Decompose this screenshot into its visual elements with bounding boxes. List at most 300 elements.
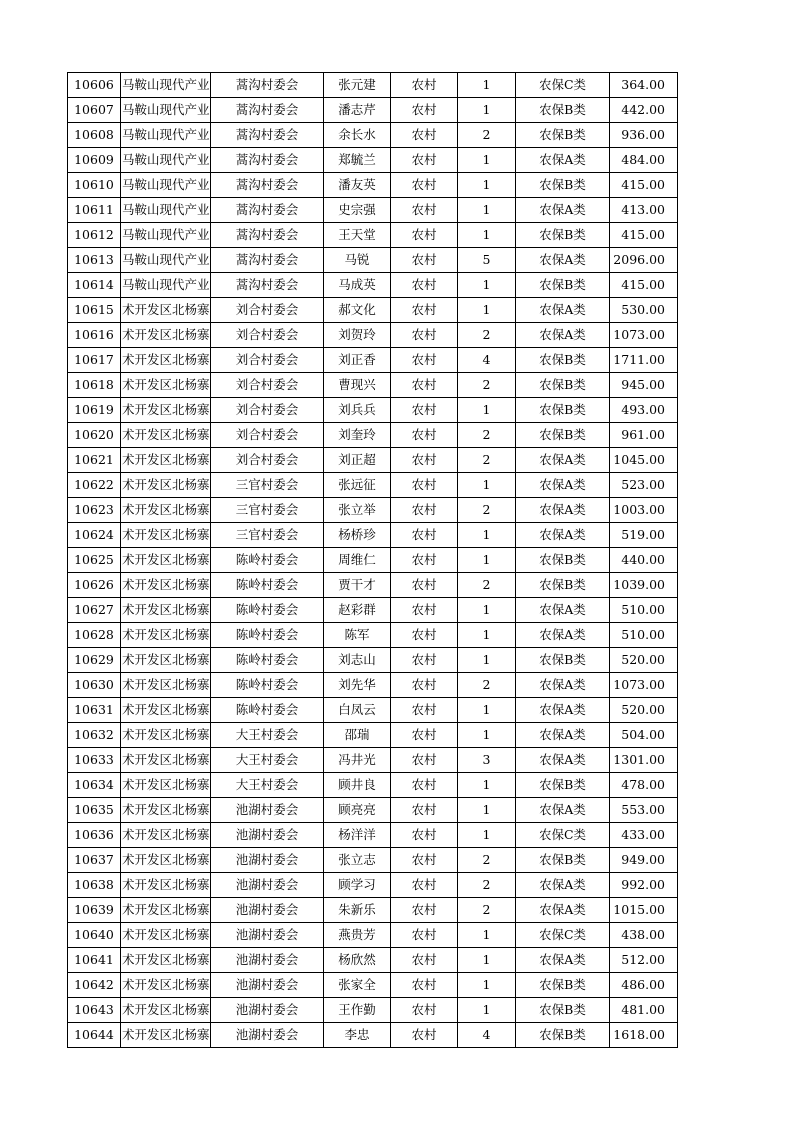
amount-cell: 553.00 bbox=[610, 798, 678, 823]
table-row bbox=[68, 898, 678, 923]
insurance-category-cell: 农保A类 bbox=[516, 523, 610, 548]
person-count-cell: 1 bbox=[458, 523, 516, 548]
table-row bbox=[68, 73, 678, 98]
person-count-cell: 2 bbox=[458, 448, 516, 473]
amount-cell: 936.00 bbox=[610, 123, 678, 148]
township-cell: 马鞍山现代产业 bbox=[121, 98, 211, 123]
amount-cell: 415.00 bbox=[610, 173, 678, 198]
table-row bbox=[68, 698, 678, 723]
person-count-cell: 1 bbox=[458, 98, 516, 123]
insurance-category-cell: 农保B类 bbox=[516, 398, 610, 423]
table-row bbox=[68, 623, 678, 648]
amount-cell: 481.00 bbox=[610, 998, 678, 1023]
village-committee-cell: 三官村委会 bbox=[211, 523, 324, 548]
record-id-cell: 10638 bbox=[68, 873, 121, 898]
record-id-cell: 10637 bbox=[68, 848, 121, 873]
township-cell: 术开发区北杨寨 bbox=[121, 823, 211, 848]
recipient-name-cell: 顾井良 bbox=[324, 773, 391, 798]
household-type-cell: 农村 bbox=[391, 573, 458, 598]
person-count-cell: 1 bbox=[458, 923, 516, 948]
record-id-cell: 10636 bbox=[68, 823, 121, 848]
person-count-cell: 1 bbox=[458, 723, 516, 748]
table-row bbox=[68, 148, 678, 173]
village-committee-cell: 刘合村委会 bbox=[211, 348, 324, 373]
household-type-cell: 农村 bbox=[391, 398, 458, 423]
table-row bbox=[68, 873, 678, 898]
record-id-cell: 10610 bbox=[68, 173, 121, 198]
person-count-cell: 1 bbox=[458, 698, 516, 723]
insurance-category-cell: 农保B类 bbox=[516, 123, 610, 148]
insurance-category-cell: 农保A类 bbox=[516, 898, 610, 923]
person-count-cell: 1 bbox=[458, 948, 516, 973]
amount-cell: 1045.00 bbox=[610, 448, 678, 473]
insurance-category-cell: 农保A类 bbox=[516, 948, 610, 973]
amount-cell: 433.00 bbox=[610, 823, 678, 848]
amount-cell: 413.00 bbox=[610, 198, 678, 223]
recipient-name-cell: 周维仁 bbox=[324, 548, 391, 573]
amount-cell: 1073.00 bbox=[610, 673, 678, 698]
amount-cell: 520.00 bbox=[610, 698, 678, 723]
table-row bbox=[68, 648, 678, 673]
amount-cell: 510.00 bbox=[610, 598, 678, 623]
recipient-name-cell: 郝文化 bbox=[324, 298, 391, 323]
insurance-category-cell: 农保B类 bbox=[516, 223, 610, 248]
township-cell: 马鞍山现代产业 bbox=[121, 273, 211, 298]
recipient-name-cell: 刘正香 bbox=[324, 348, 391, 373]
record-id-cell: 10642 bbox=[68, 973, 121, 998]
household-type-cell: 农村 bbox=[391, 248, 458, 273]
recipient-name-cell: 顾学习 bbox=[324, 873, 391, 898]
record-id-cell: 10625 bbox=[68, 548, 121, 573]
household-type-cell: 农村 bbox=[391, 998, 458, 1023]
township-cell: 术开发区北杨寨 bbox=[121, 773, 211, 798]
recipient-name-cell: 李忠 bbox=[324, 1023, 391, 1048]
table-row bbox=[68, 598, 678, 623]
table-row bbox=[68, 673, 678, 698]
recipient-name-cell: 杨欣然 bbox=[324, 948, 391, 973]
person-count-cell: 1 bbox=[458, 798, 516, 823]
township-cell: 术开发区北杨寨 bbox=[121, 873, 211, 898]
household-type-cell: 农村 bbox=[391, 748, 458, 773]
household-type-cell: 农村 bbox=[391, 773, 458, 798]
table-row bbox=[68, 123, 678, 148]
household-type-cell: 农村 bbox=[391, 523, 458, 548]
township-cell: 术开发区北杨寨 bbox=[121, 1023, 211, 1048]
amount-cell: 493.00 bbox=[610, 398, 678, 423]
record-id-cell: 10613 bbox=[68, 248, 121, 273]
person-count-cell: 1 bbox=[458, 973, 516, 998]
table-row bbox=[68, 173, 678, 198]
record-id-cell: 10621 bbox=[68, 448, 121, 473]
insurance-category-cell: 农保A类 bbox=[516, 623, 610, 648]
insurance-category-cell: 农保B类 bbox=[516, 998, 610, 1023]
insurance-category-cell: 农保B类 bbox=[516, 423, 610, 448]
village-committee-cell: 刘合村委会 bbox=[211, 448, 324, 473]
insurance-category-cell: 农保C类 bbox=[516, 923, 610, 948]
insurance-category-cell: 农保A类 bbox=[516, 723, 610, 748]
household-type-cell: 农村 bbox=[391, 973, 458, 998]
household-type-cell: 农村 bbox=[391, 1023, 458, 1048]
record-id-cell: 10643 bbox=[68, 998, 121, 1023]
person-count-cell: 2 bbox=[458, 498, 516, 523]
township-cell: 术开发区北杨寨 bbox=[121, 748, 211, 773]
person-count-cell: 1 bbox=[458, 173, 516, 198]
insurance-category-cell: 农保A类 bbox=[516, 498, 610, 523]
village-committee-cell: 刘合村委会 bbox=[211, 298, 324, 323]
record-id-cell: 10611 bbox=[68, 198, 121, 223]
household-type-cell: 农村 bbox=[391, 948, 458, 973]
village-committee-cell: 陈岭村委会 bbox=[211, 598, 324, 623]
insurance-category-cell: 农保A类 bbox=[516, 198, 610, 223]
township-cell: 术开发区北杨寨 bbox=[121, 723, 211, 748]
person-count-cell: 1 bbox=[458, 398, 516, 423]
amount-cell: 510.00 bbox=[610, 623, 678, 648]
recipient-name-cell: 陈军 bbox=[324, 623, 391, 648]
record-id-cell: 10640 bbox=[68, 923, 121, 948]
township-cell: 术开发区北杨寨 bbox=[121, 698, 211, 723]
recipient-name-cell: 曹现兴 bbox=[324, 373, 391, 398]
household-type-cell: 农村 bbox=[391, 98, 458, 123]
record-id-cell: 10635 bbox=[68, 798, 121, 823]
village-committee-cell: 池湖村委会 bbox=[211, 798, 324, 823]
amount-cell: 504.00 bbox=[610, 723, 678, 748]
person-count-cell: 2 bbox=[458, 323, 516, 348]
amount-cell: 961.00 bbox=[610, 423, 678, 448]
insurance-category-cell: 农保A类 bbox=[516, 473, 610, 498]
village-committee-cell: 池湖村委会 bbox=[211, 873, 324, 898]
township-cell: 术开发区北杨寨 bbox=[121, 598, 211, 623]
table-row bbox=[68, 748, 678, 773]
village-committee-cell: 刘合村委会 bbox=[211, 323, 324, 348]
record-id-cell: 10641 bbox=[68, 948, 121, 973]
table-row bbox=[68, 423, 678, 448]
village-committee-cell: 三官村委会 bbox=[211, 498, 324, 523]
village-committee-cell: 陈岭村委会 bbox=[211, 698, 324, 723]
amount-cell: 415.00 bbox=[610, 223, 678, 248]
recipient-name-cell: 贾干才 bbox=[324, 573, 391, 598]
person-count-cell: 3 bbox=[458, 748, 516, 773]
person-count-cell: 1 bbox=[458, 148, 516, 173]
household-type-cell: 农村 bbox=[391, 373, 458, 398]
township-cell: 术开发区北杨寨 bbox=[121, 323, 211, 348]
insurance-category-cell: 农保B类 bbox=[516, 848, 610, 873]
recipient-name-cell: 赵彩群 bbox=[324, 598, 391, 623]
person-count-cell: 2 bbox=[458, 123, 516, 148]
township-cell: 术开发区北杨寨 bbox=[121, 498, 211, 523]
table-row bbox=[68, 398, 678, 423]
recipient-name-cell: 郑毓兰 bbox=[324, 148, 391, 173]
amount-cell: 438.00 bbox=[610, 923, 678, 948]
table-row bbox=[68, 523, 678, 548]
person-count-cell: 2 bbox=[458, 898, 516, 923]
village-committee-cell: 刘合村委会 bbox=[211, 423, 324, 448]
village-committee-cell: 蒿沟村委会 bbox=[211, 98, 324, 123]
household-type-cell: 农村 bbox=[391, 298, 458, 323]
household-type-cell: 农村 bbox=[391, 648, 458, 673]
amount-cell: 484.00 bbox=[610, 148, 678, 173]
township-cell: 术开发区北杨寨 bbox=[121, 348, 211, 373]
township-cell: 马鞍山现代产业 bbox=[121, 248, 211, 273]
amount-cell: 1301.00 bbox=[610, 748, 678, 773]
village-committee-cell: 蒿沟村委会 bbox=[211, 223, 324, 248]
insurance-category-cell: 农保A类 bbox=[516, 148, 610, 173]
recipient-name-cell: 史宗强 bbox=[324, 198, 391, 223]
recipient-name-cell: 杨桥珍 bbox=[324, 523, 391, 548]
village-committee-cell: 池湖村委会 bbox=[211, 1023, 324, 1048]
person-count-cell: 1 bbox=[458, 623, 516, 648]
village-committee-cell: 池湖村委会 bbox=[211, 998, 324, 1023]
recipient-name-cell: 燕贵芳 bbox=[324, 923, 391, 948]
township-cell: 术开发区北杨寨 bbox=[121, 673, 211, 698]
recipient-name-cell: 张立举 bbox=[324, 498, 391, 523]
insurance-category-cell: 农保A类 bbox=[516, 248, 610, 273]
record-id-cell: 10626 bbox=[68, 573, 121, 598]
record-id-cell: 10623 bbox=[68, 498, 121, 523]
insurance-category-cell: 农保A类 bbox=[516, 798, 610, 823]
amount-cell: 1711.00 bbox=[610, 348, 678, 373]
village-committee-cell: 蒿沟村委会 bbox=[211, 273, 324, 298]
table-row bbox=[68, 273, 678, 298]
insurance-category-cell: 农保B类 bbox=[516, 273, 610, 298]
recipient-name-cell: 张元建 bbox=[324, 73, 391, 98]
household-type-cell: 农村 bbox=[391, 723, 458, 748]
record-id-cell: 10644 bbox=[68, 1023, 121, 1048]
amount-cell: 1039.00 bbox=[610, 573, 678, 598]
record-id-cell: 10606 bbox=[68, 73, 121, 98]
allowance-table bbox=[67, 72, 678, 1048]
table-row bbox=[68, 773, 678, 798]
table-row bbox=[68, 223, 678, 248]
township-cell: 术开发区北杨寨 bbox=[121, 648, 211, 673]
amount-cell: 2096.00 bbox=[610, 248, 678, 273]
recipient-name-cell: 刘先华 bbox=[324, 673, 391, 698]
table-row bbox=[68, 323, 678, 348]
insurance-category-cell: 农保B类 bbox=[516, 98, 610, 123]
person-count-cell: 2 bbox=[458, 373, 516, 398]
insurance-category-cell: 农保A类 bbox=[516, 448, 610, 473]
insurance-category-cell: 农保A类 bbox=[516, 673, 610, 698]
person-count-cell: 2 bbox=[458, 573, 516, 598]
village-committee-cell: 蒿沟村委会 bbox=[211, 198, 324, 223]
household-type-cell: 农村 bbox=[391, 323, 458, 348]
village-committee-cell: 刘合村委会 bbox=[211, 398, 324, 423]
township-cell: 术开发区北杨寨 bbox=[121, 973, 211, 998]
household-type-cell: 农村 bbox=[391, 273, 458, 298]
recipient-name-cell: 刘正超 bbox=[324, 448, 391, 473]
table-row bbox=[68, 848, 678, 873]
person-count-cell: 1 bbox=[458, 298, 516, 323]
insurance-category-cell: 农保B类 bbox=[516, 1023, 610, 1048]
record-id-cell: 10631 bbox=[68, 698, 121, 723]
table-row bbox=[68, 98, 678, 123]
record-id-cell: 10618 bbox=[68, 373, 121, 398]
village-committee-cell: 大王村委会 bbox=[211, 723, 324, 748]
person-count-cell: 2 bbox=[458, 423, 516, 448]
table-row bbox=[68, 723, 678, 748]
township-cell: 马鞍山现代产业 bbox=[121, 73, 211, 98]
person-count-cell: 2 bbox=[458, 673, 516, 698]
recipient-name-cell: 张远征 bbox=[324, 473, 391, 498]
insurance-category-cell: 农保B类 bbox=[516, 773, 610, 798]
table-body bbox=[68, 73, 678, 1048]
recipient-name-cell: 冯井光 bbox=[324, 748, 391, 773]
township-cell: 马鞍山现代产业 bbox=[121, 223, 211, 248]
record-id-cell: 10634 bbox=[68, 773, 121, 798]
recipient-name-cell: 白凤云 bbox=[324, 698, 391, 723]
township-cell: 术开发区北杨寨 bbox=[121, 848, 211, 873]
township-cell: 术开发区北杨寨 bbox=[121, 948, 211, 973]
table-row bbox=[68, 448, 678, 473]
recipient-name-cell: 张家全 bbox=[324, 973, 391, 998]
recipient-name-cell: 杨洋洋 bbox=[324, 823, 391, 848]
household-type-cell: 农村 bbox=[391, 673, 458, 698]
insurance-category-cell: 农保B类 bbox=[516, 648, 610, 673]
village-committee-cell: 陈岭村委会 bbox=[211, 623, 324, 648]
table-row bbox=[68, 198, 678, 223]
table-row bbox=[68, 1023, 678, 1048]
household-type-cell: 农村 bbox=[391, 348, 458, 373]
household-type-cell: 农村 bbox=[391, 423, 458, 448]
household-type-cell: 农村 bbox=[391, 698, 458, 723]
recipient-name-cell: 刘贺玲 bbox=[324, 323, 391, 348]
amount-cell: 1003.00 bbox=[610, 498, 678, 523]
recipient-name-cell: 刘兵兵 bbox=[324, 398, 391, 423]
recipient-name-cell: 刘奎玲 bbox=[324, 423, 391, 448]
table-row bbox=[68, 798, 678, 823]
table-row bbox=[68, 498, 678, 523]
insurance-category-cell: 农保A类 bbox=[516, 298, 610, 323]
village-committee-cell: 陈岭村委会 bbox=[211, 673, 324, 698]
township-cell: 术开发区北杨寨 bbox=[121, 998, 211, 1023]
township-cell: 术开发区北杨寨 bbox=[121, 448, 211, 473]
household-type-cell: 农村 bbox=[391, 448, 458, 473]
amount-cell: 415.00 bbox=[610, 273, 678, 298]
recipient-name-cell: 王作勤 bbox=[324, 998, 391, 1023]
township-cell: 马鞍山现代产业 bbox=[121, 173, 211, 198]
recipient-name-cell: 潘友英 bbox=[324, 173, 391, 198]
amount-cell: 519.00 bbox=[610, 523, 678, 548]
village-committee-cell: 刘合村委会 bbox=[211, 373, 324, 398]
township-cell: 术开发区北杨寨 bbox=[121, 923, 211, 948]
village-committee-cell: 大王村委会 bbox=[211, 773, 324, 798]
record-id-cell: 10619 bbox=[68, 398, 121, 423]
record-id-cell: 10608 bbox=[68, 123, 121, 148]
record-id-cell: 10607 bbox=[68, 98, 121, 123]
amount-cell: 486.00 bbox=[610, 973, 678, 998]
household-type-cell: 农村 bbox=[391, 123, 458, 148]
record-id-cell: 10628 bbox=[68, 623, 121, 648]
village-committee-cell: 池湖村委会 bbox=[211, 823, 324, 848]
township-cell: 术开发区北杨寨 bbox=[121, 798, 211, 823]
insurance-category-cell: 农保A类 bbox=[516, 873, 610, 898]
record-id-cell: 10622 bbox=[68, 473, 121, 498]
village-committee-cell: 蒿沟村委会 bbox=[211, 248, 324, 273]
record-id-cell: 10617 bbox=[68, 348, 121, 373]
person-count-cell: 1 bbox=[458, 823, 516, 848]
person-count-cell: 4 bbox=[458, 1023, 516, 1048]
village-committee-cell: 陈岭村委会 bbox=[211, 548, 324, 573]
household-type-cell: 农村 bbox=[391, 873, 458, 898]
household-type-cell: 农村 bbox=[391, 823, 458, 848]
insurance-category-cell: 农保B类 bbox=[516, 573, 610, 598]
table-row bbox=[68, 248, 678, 273]
record-id-cell: 10612 bbox=[68, 223, 121, 248]
person-count-cell: 1 bbox=[458, 598, 516, 623]
amount-cell: 992.00 bbox=[610, 873, 678, 898]
table-row bbox=[68, 473, 678, 498]
township-cell: 术开发区北杨寨 bbox=[121, 898, 211, 923]
record-id-cell: 10629 bbox=[68, 648, 121, 673]
township-cell: 术开发区北杨寨 bbox=[121, 623, 211, 648]
recipient-name-cell: 马锐 bbox=[324, 248, 391, 273]
table-row bbox=[68, 948, 678, 973]
village-committee-cell: 蒿沟村委会 bbox=[211, 123, 324, 148]
insurance-category-cell: 农保A类 bbox=[516, 698, 610, 723]
household-type-cell: 农村 bbox=[391, 923, 458, 948]
record-id-cell: 10632 bbox=[68, 723, 121, 748]
village-committee-cell: 三官村委会 bbox=[211, 473, 324, 498]
person-count-cell: 1 bbox=[458, 998, 516, 1023]
table-row bbox=[68, 973, 678, 998]
recipient-name-cell: 邵瑞 bbox=[324, 723, 391, 748]
amount-cell: 442.00 bbox=[610, 98, 678, 123]
recipient-name-cell: 朱新乐 bbox=[324, 898, 391, 923]
record-id-cell: 10620 bbox=[68, 423, 121, 448]
table-row bbox=[68, 348, 678, 373]
amount-cell: 512.00 bbox=[610, 948, 678, 973]
household-type-cell: 农村 bbox=[391, 148, 458, 173]
township-cell: 术开发区北杨寨 bbox=[121, 298, 211, 323]
township-cell: 马鞍山现代产业 bbox=[121, 123, 211, 148]
recipient-name-cell: 余长水 bbox=[324, 123, 391, 148]
person-count-cell: 1 bbox=[458, 648, 516, 673]
record-id-cell: 10624 bbox=[68, 523, 121, 548]
person-count-cell: 1 bbox=[458, 198, 516, 223]
recipient-name-cell: 王天堂 bbox=[324, 223, 391, 248]
insurance-category-cell: 农保A类 bbox=[516, 598, 610, 623]
amount-cell: 1618.00 bbox=[610, 1023, 678, 1048]
insurance-category-cell: 农保C类 bbox=[516, 823, 610, 848]
insurance-category-cell: 农保B类 bbox=[516, 973, 610, 998]
table-row bbox=[68, 823, 678, 848]
recipient-name-cell: 马成英 bbox=[324, 273, 391, 298]
village-committee-cell: 池湖村委会 bbox=[211, 848, 324, 873]
village-committee-cell: 池湖村委会 bbox=[211, 948, 324, 973]
village-committee-cell: 池湖村委会 bbox=[211, 923, 324, 948]
table-row bbox=[68, 373, 678, 398]
recipient-name-cell: 潘志芹 bbox=[324, 98, 391, 123]
household-type-cell: 农村 bbox=[391, 498, 458, 523]
table-row bbox=[68, 298, 678, 323]
village-committee-cell: 池湖村委会 bbox=[211, 973, 324, 998]
village-committee-cell: 大王村委会 bbox=[211, 748, 324, 773]
insurance-category-cell: 农保B类 bbox=[516, 373, 610, 398]
insurance-category-cell: 农保C类 bbox=[516, 73, 610, 98]
amount-cell: 1073.00 bbox=[610, 323, 678, 348]
person-count-cell: 5 bbox=[458, 248, 516, 273]
household-type-cell: 农村 bbox=[391, 223, 458, 248]
amount-cell: 440.00 bbox=[610, 548, 678, 573]
table-row bbox=[68, 573, 678, 598]
amount-cell: 945.00 bbox=[610, 373, 678, 398]
village-committee-cell: 池湖村委会 bbox=[211, 898, 324, 923]
village-committee-cell: 陈岭村委会 bbox=[211, 648, 324, 673]
township-cell: 术开发区北杨寨 bbox=[121, 573, 211, 598]
insurance-category-cell: 农保B类 bbox=[516, 173, 610, 198]
township-cell: 术开发区北杨寨 bbox=[121, 523, 211, 548]
amount-cell: 520.00 bbox=[610, 648, 678, 673]
township-cell: 术开发区北杨寨 bbox=[121, 398, 211, 423]
